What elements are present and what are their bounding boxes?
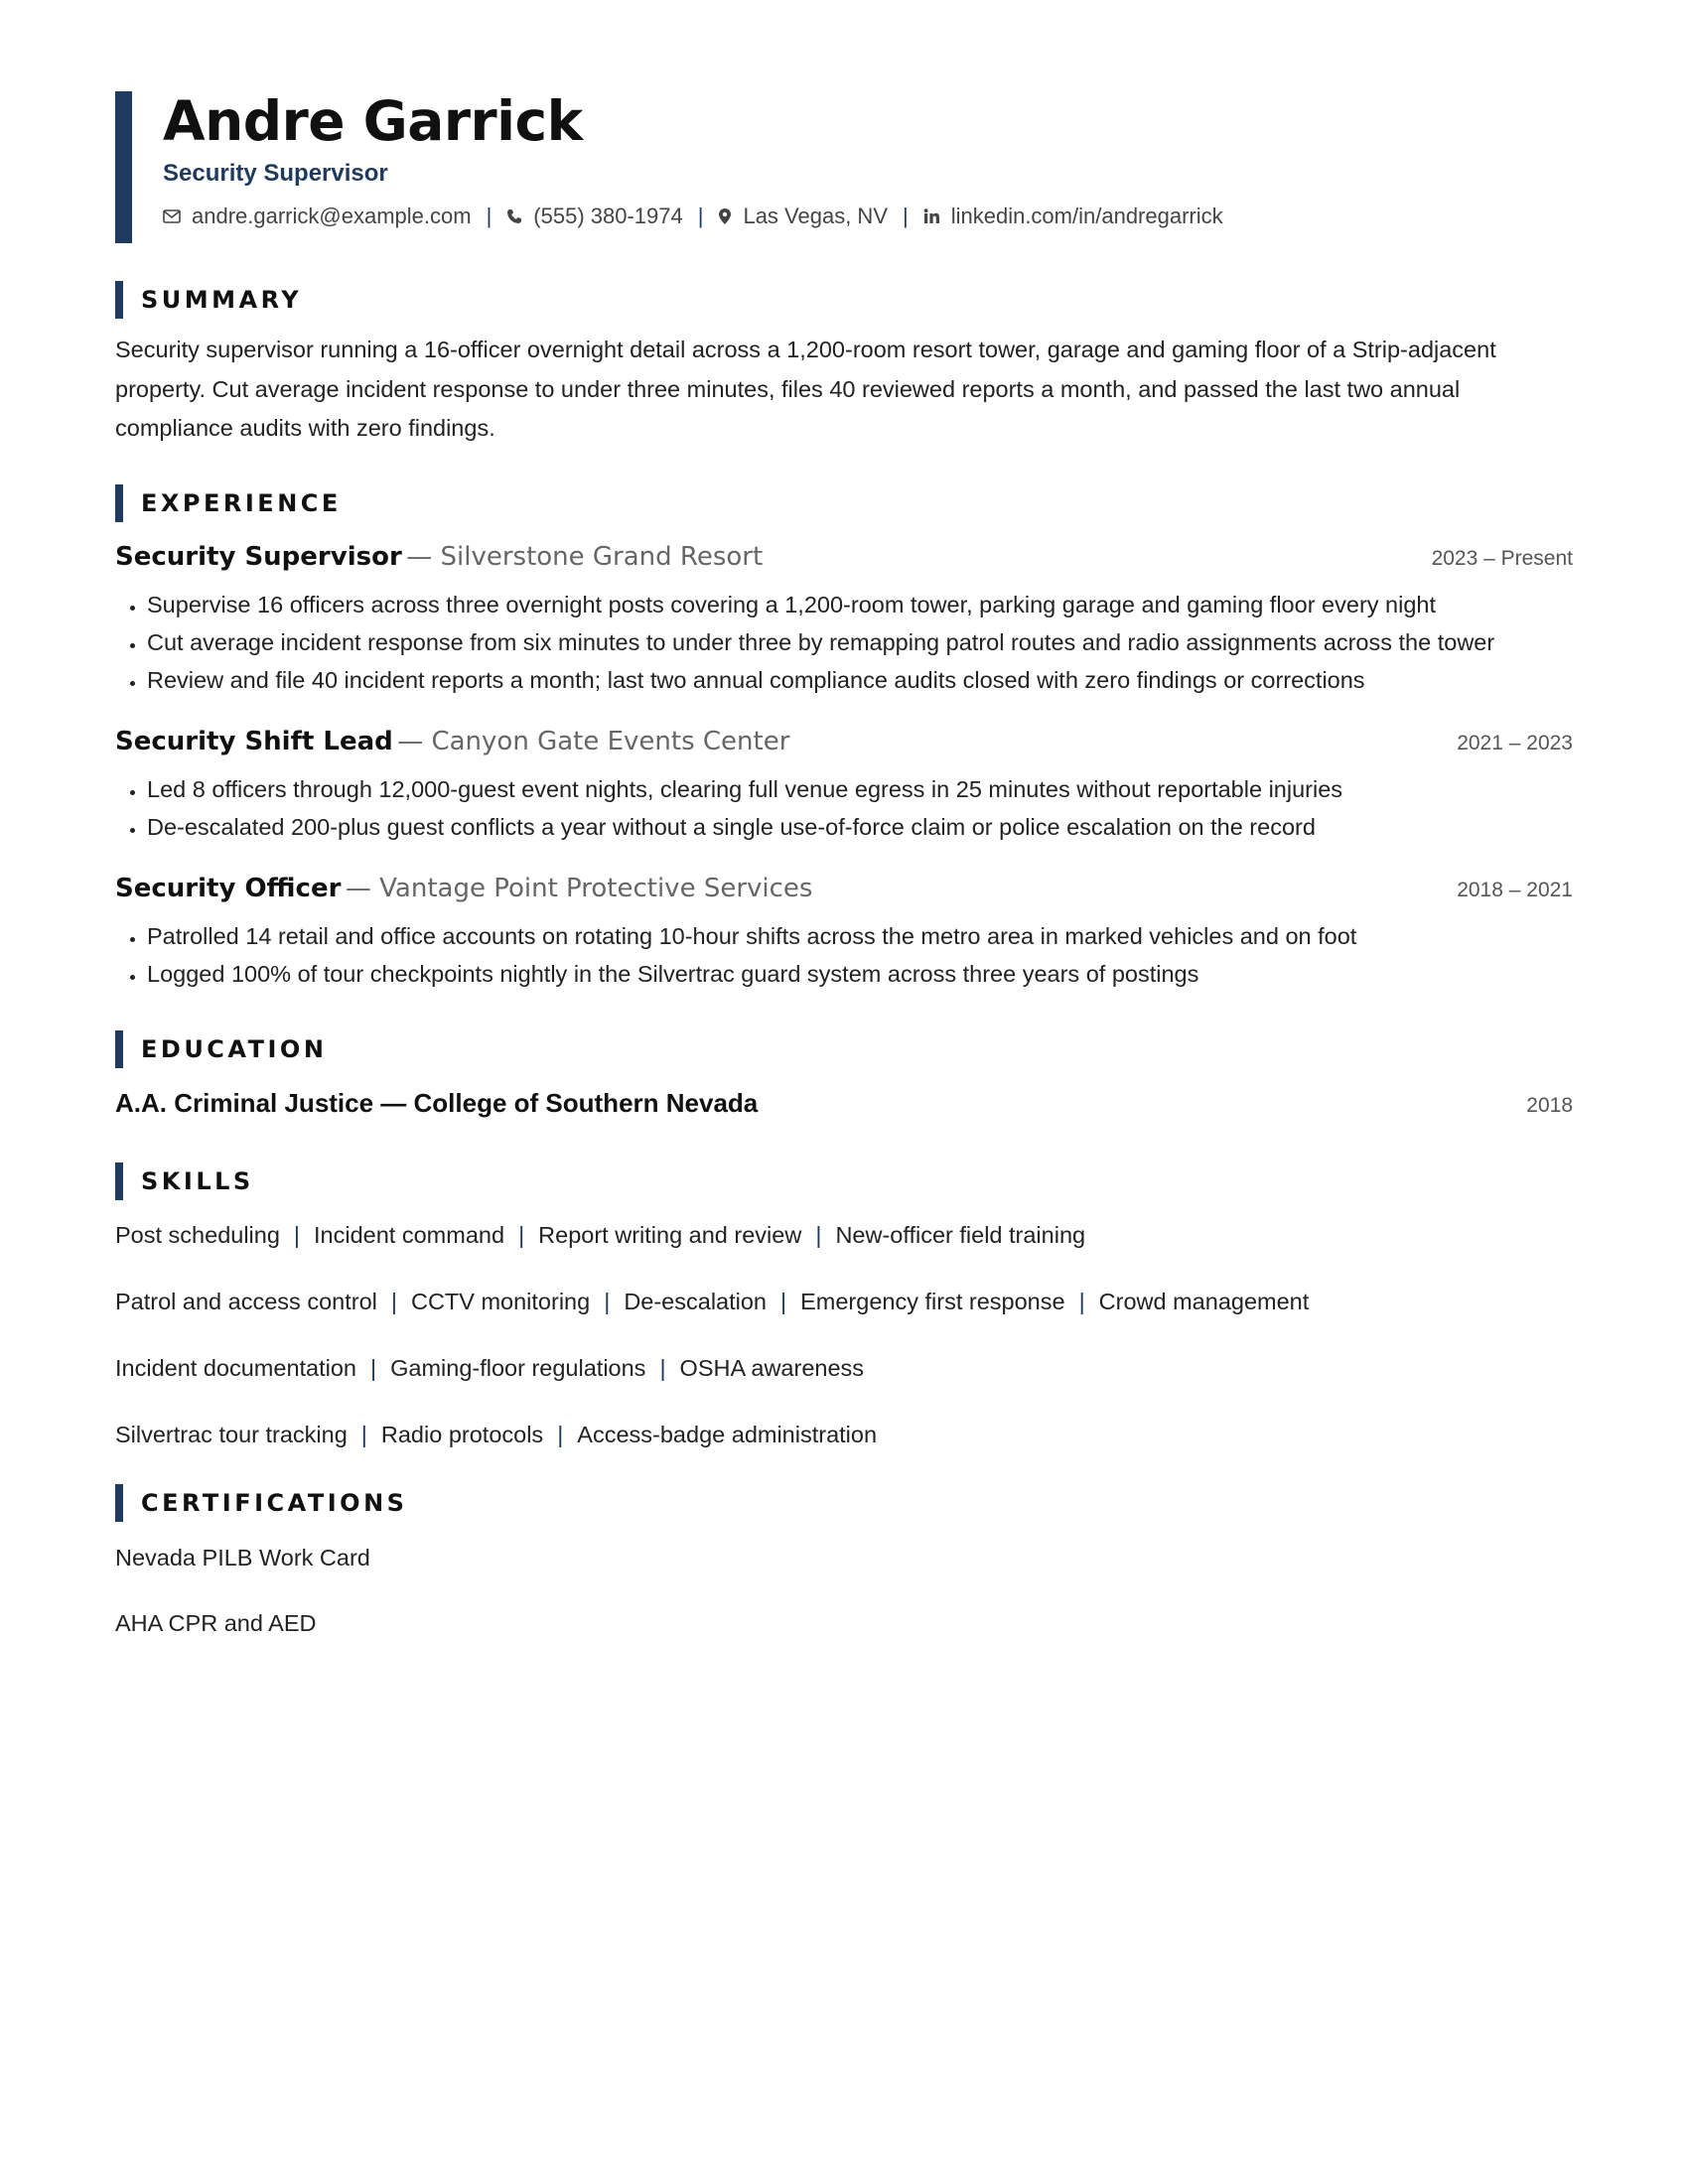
summary-heading: SUMMARY: [141, 286, 303, 314]
skill-item: Radio protocols: [380, 1421, 544, 1447]
section-heading: [115, 484, 1573, 522]
skill-item: Emergency first response: [800, 1288, 1065, 1314]
skill-separator: |: [604, 1288, 611, 1314]
skill-separator: |: [360, 1421, 367, 1447]
certifications-heading: CERTIFICATIONS: [141, 1488, 408, 1517]
skill-separator: |: [518, 1221, 525, 1248]
skill-separator: |: [293, 1221, 301, 1248]
section-accent-mark: [115, 1162, 123, 1200]
phone-icon: [506, 208, 522, 224]
section-heading: [115, 1484, 1573, 1522]
candidate-name: Andre Garrick: [163, 89, 583, 153]
experience-section: [115, 484, 1573, 993]
job-title: Security Shift Lead: [115, 726, 393, 756]
job-bullets: [115, 586, 1573, 699]
job-company: — Silverstone Grand Resort: [406, 541, 764, 572]
job-bullet: • Supervise 16 officers across three overnight posts covering a 1,200-room tower, parking garage and gaming floor every night: [147, 586, 1573, 623]
education-heading: EDUCATION: [141, 1034, 328, 1063]
resume-page: [115, 91, 1573, 1657]
skill-separator: |: [557, 1421, 564, 1447]
skill-item: Patrol and access control: [115, 1288, 377, 1314]
contact-phone-text: (555) 380-1974: [533, 204, 683, 228]
job-title: Security Officer: [115, 873, 342, 903]
section-heading: [115, 1030, 1573, 1068]
skill-separator: |: [1078, 1288, 1085, 1314]
skill-item: Incident command: [314, 1221, 505, 1248]
job-bullet: • Cut average incident response from six minutes to under three by remapping patrol routes and radio assignments across the tower: [147, 623, 1573, 661]
contact-phone[interactable]: [506, 204, 682, 229]
job-bullets: [115, 770, 1573, 846]
section-accent-mark: [115, 281, 123, 319]
envelope-icon: [163, 209, 181, 223]
skill-item: New-officer field training: [835, 1221, 1086, 1248]
skill-item: Silvertrac tour tracking: [115, 1421, 348, 1447]
job-header: [115, 874, 1573, 911]
skill-line: [115, 1202, 1573, 1269]
job-company: — Canyon Gate Events Center: [397, 726, 790, 756]
job-bullet: • Review and file 40 incident reports a month; last two annual compliance audits closed with zero findings or corrections: [147, 661, 1573, 699]
contact-line: [163, 204, 1573, 229]
contact-location: [718, 204, 888, 229]
section-accent-mark: [115, 484, 123, 522]
section-heading: [115, 281, 1573, 319]
skill-separator: |: [780, 1288, 787, 1314]
summary-text: Security supervisor running a 16-officer overnight detail across a 1,200-room resort tower, garage and gaming floor of a Strip-adjacent property. Cut average incident response to under three minutes, files 40 reviewed reports a month, and passed the last two annual compliance audits with zero findings.: [115, 337, 1496, 441]
skill-item: Incident documentation: [115, 1354, 356, 1381]
skills-section: [115, 1162, 1573, 1468]
skill-item: Post scheduling: [115, 1221, 280, 1248]
location-pin-icon: [718, 207, 732, 225]
contact-separator: |: [697, 204, 704, 228]
skill-separator: |: [815, 1221, 822, 1248]
job-bullet: • Logged 100% of tour checkpoints nightly in the Silvertrac guard system across three years of postings: [147, 955, 1573, 993]
summary-section: [115, 281, 1573, 449]
contact-location-text: Las Vegas, NV: [743, 204, 888, 228]
section-accent-mark: [115, 1484, 123, 1522]
certification-item: AHA CPR and AED: [115, 1610, 317, 1636]
job-entry: [115, 874, 1573, 993]
contact-separator: |: [486, 204, 492, 228]
skill-separator: |: [390, 1288, 397, 1314]
skill-item: Gaming-floor regulations: [390, 1354, 646, 1381]
skill-item: CCTV monitoring: [410, 1288, 591, 1314]
skill-separator: |: [659, 1354, 666, 1381]
certification-item: Nevada PILB Work Card: [115, 1545, 370, 1570]
job-dates: 2021 – 2023: [1457, 731, 1573, 754]
candidate-role: Security Supervisor: [163, 160, 388, 187]
skill-item: Report writing and review: [538, 1221, 802, 1248]
job-bullets: [115, 917, 1573, 993]
skill-item: Crowd management: [1098, 1288, 1310, 1314]
education-year: 2018: [1526, 1093, 1573, 1117]
skill-item: Access-badge administration: [577, 1421, 878, 1447]
job-header: [115, 727, 1573, 764]
job-entry: [115, 542, 1573, 699]
skill-item: OSHA awareness: [679, 1354, 865, 1381]
resume-header: [115, 91, 1573, 243]
job-header: [115, 542, 1573, 580]
skills-list: [115, 1202, 1573, 1468]
job-dates: 2023 – Present: [1431, 546, 1573, 570]
job-entry: [115, 727, 1573, 846]
section-heading: [115, 1162, 1573, 1200]
contact-email-text: andre.garrick@example.com: [192, 204, 472, 228]
job-company: — Vantage Point Protective Services: [345, 873, 813, 903]
contact-linkedin-text: linkedin.com/in/andregarrick: [950, 204, 1223, 228]
experience-heading: EXPERIENCE: [141, 488, 342, 517]
job-bullet: • Patrolled 14 retail and office accounts on rotating 10-hour shifts across the metro area in marked vehicles and on foot: [147, 917, 1573, 955]
skills-heading: SKILLS: [141, 1166, 254, 1195]
header-accent-bar: [115, 91, 132, 243]
education-degree: A.A. Criminal Justice — College of Southern Nevada: [115, 1087, 759, 1118]
skill-item: De-escalation: [624, 1288, 767, 1314]
job-bullet: • Led 8 officers through 12,000-guest event nights, clearing full venue egress in 25 minutes without reportable injuries: [147, 770, 1573, 808]
contact-linkedin[interactable]: [923, 204, 1223, 229]
job-bullet: • De-escalated 200-plus guest conflicts a year without a single use-of-force claim or police escalation on the record: [147, 808, 1573, 846]
skill-line: [115, 1269, 1573, 1335]
education-entry: [115, 1088, 1573, 1119]
skill-line: [115, 1335, 1573, 1402]
certifications-section: [115, 1484, 1573, 1657]
education-section: [115, 1030, 1573, 1119]
skill-separator: |: [370, 1354, 377, 1381]
section-accent-mark: [115, 1030, 123, 1068]
linkedin-icon: [923, 208, 940, 224]
job-title: Security Supervisor: [115, 541, 402, 572]
contact-separator: |: [903, 204, 909, 228]
skill-line: [115, 1402, 1573, 1468]
job-dates: 2018 – 2021: [1457, 878, 1573, 901]
contact-email[interactable]: [163, 204, 472, 229]
